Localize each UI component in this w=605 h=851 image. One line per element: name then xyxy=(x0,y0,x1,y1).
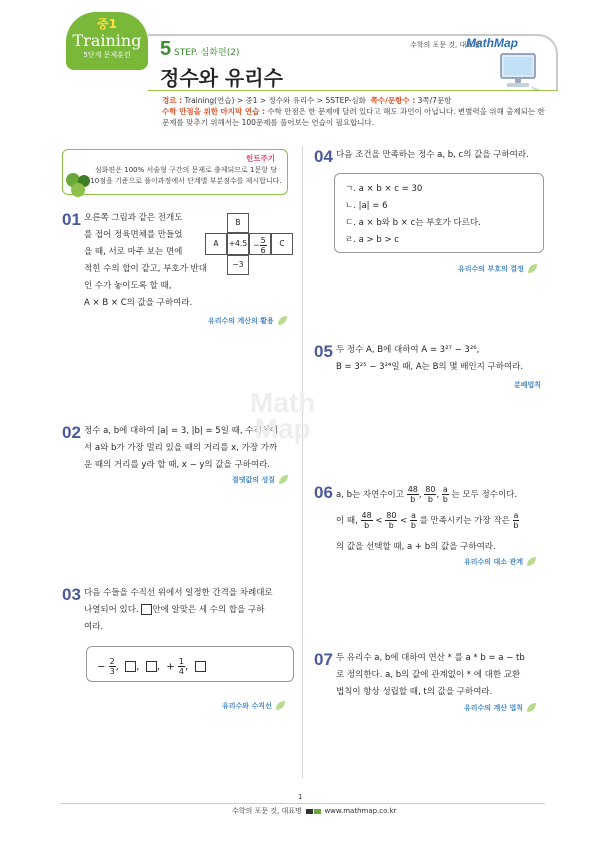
frac-den: b xyxy=(427,495,433,504)
page-number: 1 xyxy=(298,793,303,801)
q4-tag-text: 유리수의 부호의 결정 xyxy=(458,265,524,273)
q3-line: 안에 알맞은 세 수의 합을 구하 xyxy=(152,605,265,615)
leaf-icon xyxy=(526,263,538,275)
training-badge xyxy=(66,12,148,70)
watermark-line: Map xyxy=(254,413,311,444)
q4-number: 04 xyxy=(314,147,333,166)
frac-num: a xyxy=(410,511,416,520)
q6-frac-48b xyxy=(407,485,419,504)
net-face-frac xyxy=(249,233,271,255)
intro-note xyxy=(162,106,550,128)
frac-num: 1 xyxy=(178,657,184,666)
q6-text-part: 를 만족시키는 가장 작은 xyxy=(419,516,510,526)
q1-line: A × B × C의 값을 구하여라. xyxy=(84,298,193,308)
frac-den: b xyxy=(364,521,370,530)
frac-den: 3 xyxy=(109,667,115,676)
seq-comma: , xyxy=(184,661,189,673)
q4-condition: ㄱ. a × b × c = 30 xyxy=(345,184,423,194)
seq-comma: , xyxy=(156,661,160,673)
net-face-mid: +4.5 xyxy=(227,233,249,255)
seq-comma: , xyxy=(136,661,140,673)
q3-text xyxy=(84,585,299,636)
q5-line: B = 3²⁵ − 3²⁴일 때, A는 B의 몇 배인지 구하여라. xyxy=(336,362,524,372)
q6-frac-ab xyxy=(410,511,417,530)
q6-text-part: 이 때, xyxy=(336,516,358,526)
q3-number: 03 xyxy=(62,585,81,604)
training-sub-label: 5단계 문제훈련 xyxy=(83,51,131,59)
grade-label: 중1 xyxy=(97,17,117,31)
header-tagline: 수학의 포문 것, 대표명 xyxy=(410,41,480,49)
q7-line: 두 유리수 a, b에 대하여 연산 * 를 a * b = a − tb xyxy=(336,653,525,663)
q2-line: 정수 a, b에 대하여 |a| = 3, |b| = 5일 때, 수직선에 xyxy=(84,426,279,436)
q5-text xyxy=(336,342,551,376)
q2-line: 운 때의 거리를 y라 할 때, x − y의 값을 구하여라. xyxy=(84,460,271,470)
training-label: Training xyxy=(72,31,142,50)
frac-den: b xyxy=(410,495,416,504)
net-face-c: C xyxy=(271,233,293,255)
step-text: STEP. 심화편(2) xyxy=(174,48,240,58)
frac-num: 80 xyxy=(425,485,436,494)
seq-comma: , xyxy=(115,661,119,673)
q6-frac-48b xyxy=(361,511,373,530)
frac-num: a xyxy=(442,485,448,494)
hint-line-2: 10점을 기준으로 풀이과정에서 단계별 부분점수를 제시합니다. xyxy=(90,177,282,185)
q6-comma: , xyxy=(436,490,440,500)
q6-text-part: 는 모두 정수이다. xyxy=(451,490,518,500)
page-title: 정수와 유리수 xyxy=(160,66,283,90)
q2-tag-text: 절댓값의 성질 xyxy=(232,476,276,484)
frac-num: 48 xyxy=(407,485,418,494)
q5-tag xyxy=(514,380,541,390)
blank-box-icon xyxy=(141,604,152,615)
q5-number: 05 xyxy=(314,342,333,361)
q6-number: 06 xyxy=(314,483,333,502)
note-label: 수학 만점을 위한 마지막 연습 : xyxy=(162,107,265,116)
frac-den: b xyxy=(410,521,416,530)
q7-text xyxy=(336,650,551,701)
q6-frac-ab xyxy=(513,511,520,530)
blank-box-icon xyxy=(146,661,157,672)
q1-number: 01 xyxy=(62,210,81,229)
count-label: 쪽수/문항수 : xyxy=(370,96,416,105)
q4-tag xyxy=(458,263,538,275)
q1-line: 를 접어 정육면체를 만들었 xyxy=(84,230,183,240)
q4-conditions-box xyxy=(334,173,544,253)
watermark xyxy=(250,387,316,444)
seq-sign: + xyxy=(166,661,175,673)
q6-comma: , xyxy=(418,490,422,500)
q6-frac-80b xyxy=(424,485,436,504)
q5-tag-text: 분배법칙 xyxy=(514,381,542,389)
breadcrumb-label: 경로 : xyxy=(162,96,183,105)
q3-tag xyxy=(222,700,286,712)
q6-text-part: a, b는 자연수이고 xyxy=(336,490,404,500)
q1-tag xyxy=(208,315,288,327)
q1-text xyxy=(84,210,209,261)
frac-den: b xyxy=(388,521,394,530)
q2-tag xyxy=(232,474,289,486)
q3-line: 다음 수들을 수직선 위에서 일정한 간격을 차례대로 xyxy=(84,588,273,598)
seq-fraction-2 xyxy=(178,657,185,676)
q6-line-1 xyxy=(336,482,551,508)
leaf-icon xyxy=(274,700,286,712)
step-number: 5 xyxy=(160,38,172,60)
footer-url: www.mathmap.co.kr xyxy=(324,807,397,815)
q6-frac-ab xyxy=(442,485,449,504)
net-fraction xyxy=(260,236,267,255)
q3-line: 나열되어 있다. xyxy=(84,605,139,615)
net-face-a: A xyxy=(205,233,227,255)
monitor-icon xyxy=(495,52,543,92)
net-face-bottom: −3 xyxy=(227,255,249,275)
q5-line: 두 정수 A, B에 대하여 A = 3²⁷ − 3²⁶, xyxy=(336,345,480,355)
q1-line: 을 때, 서로 마주 보는 면에 xyxy=(84,247,183,257)
frac-num: a xyxy=(513,511,519,520)
q4-condition: ㄴ. |a| = 6 xyxy=(345,201,388,211)
leaf-icon xyxy=(525,556,537,568)
q6-frac-80b xyxy=(385,511,397,530)
hint-text xyxy=(88,165,284,187)
net-frac-num: 5 xyxy=(260,236,266,245)
decorative-circles-icon xyxy=(64,170,94,198)
leaf-icon xyxy=(276,315,288,327)
q6-tag xyxy=(464,556,537,568)
frac-num: 2 xyxy=(109,657,115,666)
frac-den: b xyxy=(513,521,519,530)
q1-line: 인 수가 놓이도록 할 때, xyxy=(84,281,172,291)
cube-net-figure xyxy=(205,213,295,283)
hint-line-1: 심화편은 100% 서술형 구간의 문제로 출제되므로 1문항 당 xyxy=(94,166,278,174)
frac-den: 4 xyxy=(178,667,184,676)
seq-sign: − xyxy=(97,661,106,673)
q3-line-2 xyxy=(84,602,299,619)
net-frac-sign: − xyxy=(253,240,260,250)
leaf-icon xyxy=(277,474,289,486)
q3-sequence-box xyxy=(86,646,294,682)
net-face-b: B xyxy=(227,213,249,233)
q6-line-3: 의 값을 선택할 때, a + b의 값을 구하여라. xyxy=(336,542,496,552)
footer-mark-icon xyxy=(314,809,321,814)
q2-line: 서 a와 b가 가장 멀리 있을 때의 거리를 x, 가장 가까 xyxy=(84,443,278,453)
q6-lt: < xyxy=(375,516,383,526)
column-divider xyxy=(302,146,303,778)
watermark-line: Math xyxy=(250,387,316,418)
note-text: 수학 만점은 한 문제에 달려 있다고 해도 과언이 아닙니다. 변별력을 위해 출제되는 한 문제를 맞추기 위해서는 100문제를 풀어보는 연습이 필요합니다. xyxy=(162,107,545,127)
frac-num: 80 xyxy=(386,511,397,520)
frac-num: 48 xyxy=(361,511,372,520)
breadcrumb-text: Training(연습) > 중1 > 정수와 유리수 > 5STEP-심화 xyxy=(184,96,366,105)
q7-line: 로 정의한다. a, b의 값에 관계없이 * 에 대한 교환 xyxy=(336,670,521,680)
brand-logo: MathMap xyxy=(466,36,518,50)
blank-box-icon xyxy=(195,661,206,672)
q7-tag xyxy=(464,702,537,714)
blank-box-icon xyxy=(125,661,136,672)
hint-label: 힌트주기 xyxy=(246,154,275,163)
frac-den: b xyxy=(442,495,448,504)
footer-tagline: 수학의 포문 것, 대표명 xyxy=(232,807,302,815)
q6-tag-text: 유리수의 대소 관계 xyxy=(464,558,523,566)
breadcrumb xyxy=(162,95,451,106)
footer-mark-icon xyxy=(306,809,313,814)
step-label xyxy=(160,38,239,61)
q3-line: 여라. xyxy=(84,622,104,632)
seq-fraction-1 xyxy=(109,657,116,676)
q3-tag-text: 유리수와 수직선 xyxy=(222,702,272,710)
q1-line: 오른쪽 그림과 같은 전개도 xyxy=(84,213,183,223)
footer xyxy=(232,806,396,816)
q4-condition: ㄷ. a × b와 b × c는 부호가 다르다. xyxy=(345,218,481,228)
count-value: 3쪽/7문항 xyxy=(417,96,452,105)
q6-lt: < xyxy=(400,516,408,526)
q7-line: 법칙이 항상 성립할 때, t의 값을 구하여라. xyxy=(336,687,493,697)
q7-number: 07 xyxy=(314,650,333,669)
leaf-icon xyxy=(525,702,537,714)
q6-text xyxy=(336,482,551,560)
q6-line-2 xyxy=(336,508,551,534)
footer-rule xyxy=(60,803,545,804)
q4-condition: ㄹ. a > b > c xyxy=(345,235,399,245)
q4-intro: 다음 조건을 만족하는 정수 a, b, c의 값을 구하여라. xyxy=(336,150,529,160)
q1-line: 적힌 수의 합이 같고, 부호가 반대 xyxy=(84,264,207,274)
q3-sequence xyxy=(97,657,206,676)
q7-tag-text: 유리수의 계산 법칙 xyxy=(464,704,523,712)
header-rule xyxy=(148,90,558,91)
q2-number: 02 xyxy=(62,423,81,442)
net-frac-den: 6 xyxy=(260,246,266,255)
q1-tag-text: 유리수의 계산의 활용 xyxy=(208,317,274,325)
